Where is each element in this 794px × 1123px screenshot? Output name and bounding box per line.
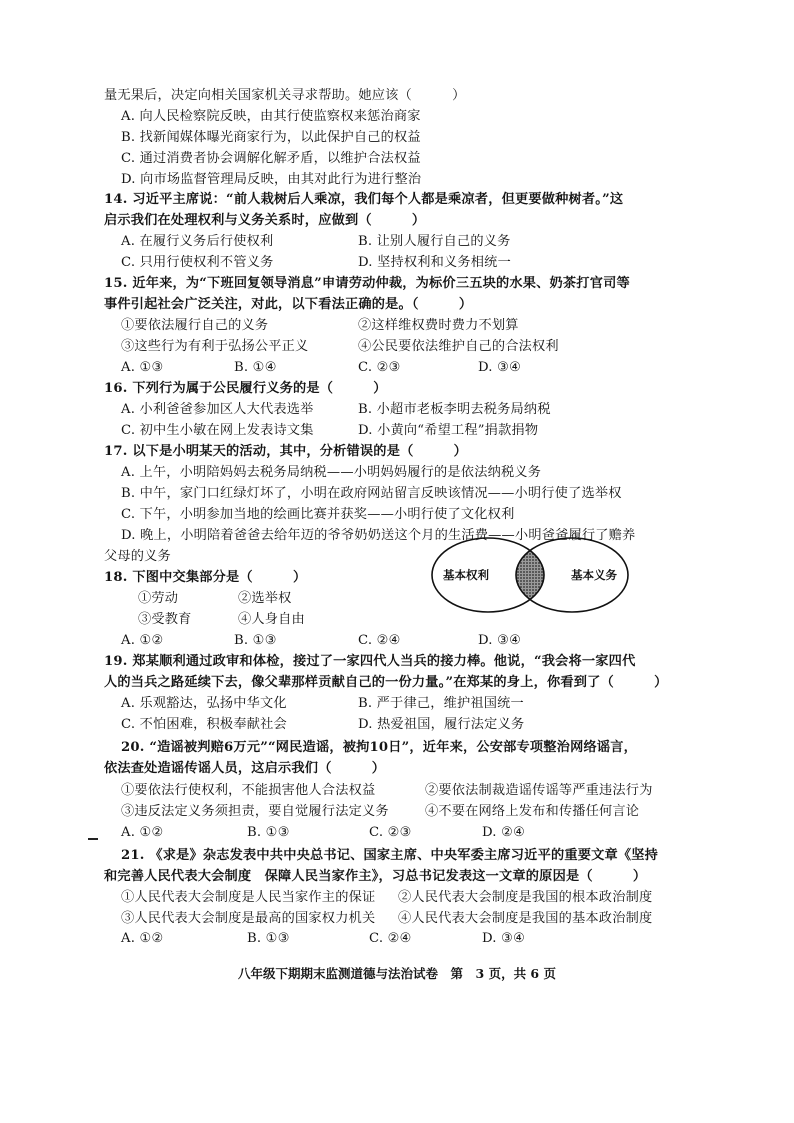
q21-option-b: B. ①③ [247, 931, 290, 946]
q13-option-a: A. 向人民检察院反映，由其行使监察权来惩治商家 [121, 109, 421, 124]
q21-statement-2: ②人民代表大会制度是我国的根本政治制度 [398, 890, 653, 905]
q18-statement-4: ④人身自由 [238, 612, 305, 627]
q17-option-a: A. 上午，小明陪妈妈去税务局纳税——小明妈妈履行的是依法纳税义务 [121, 465, 542, 480]
q20-statement-4: ④不要在网络上发布和传播任何言论 [425, 804, 640, 819]
q19-option-c: C. 不怕困难，积极奉献社会 [121, 717, 287, 732]
q20-option-a: A. ①② [121, 825, 164, 840]
q20-statement-3: ③违反法定义务须担责，要自觉履行法定义务 [121, 804, 389, 819]
q21-statement-3: ③人民代表大会制度是最高的国家权力机关 [121, 911, 376, 926]
q20-option-b: B. ①③ [247, 825, 290, 840]
q21-stem-line1: 21. 《求是》杂志发表中共中央总书记、国家主席、中央军委主席习近平的重要文章《坚持 [121, 848, 659, 863]
q17-option-d-line1: D. 晚上，小明陪着爸爸去给年迈的爷爷奶奶送这个月的生活费——小明爸爸履行了赡养 [121, 528, 636, 543]
page-footer: 八年级下期期末监测道德与法治试卷 第 3 页，共 6 页 [238, 966, 556, 981]
q17-option-d-line2: 父母的义务 [104, 549, 171, 564]
q19-stem-line1: 19. 郑某顺利通过政审和体检，接过了一家四代人当兵的接力棒。他说，“我会将一家四代 [104, 654, 636, 669]
q20-statement-1: ①要依法行使权利，不能损害他人合法权益 [121, 783, 376, 798]
q13-option-d: D. 向市场监督管理局反映，由其对此行为进行整治 [121, 172, 422, 187]
q16-option-b: B. 小超市老板李明去税务局纳税 [358, 402, 551, 417]
q19-option-a: A. 乐观豁达，弘扬中华文化 [121, 696, 287, 711]
q21-statement-1: ①人民代表大会制度是人民当家作主的保证 [121, 890, 376, 905]
q18-option-a: A. ①② [121, 633, 164, 648]
q14-option-b: B. 让别人履行自己的义务 [358, 234, 511, 249]
q14-stem-line1: 14. 习近平主席说：“前人栽树后人乘凉，我们每个人都是乘凉者，但更要做种树者。”这 [104, 192, 624, 207]
q18-statement-1: ①劳动 [138, 591, 179, 606]
q18-statement-2: ②选举权 [238, 591, 292, 606]
q16-option-c: C. 初中生小敏在网上发表诗文集 [121, 423, 314, 438]
q15-statement-4: ④公民要依法维护自己的合法权利 [358, 339, 559, 354]
q20-option-c: C. ②③ [369, 825, 412, 840]
q20-option-d: D. ②④ [482, 825, 526, 840]
q15-statement-2: ②这样维权费时费力不划算 [358, 318, 519, 333]
q13-stem: 量无果后，决定向相关国家机关寻求帮助。她应该（ ） [104, 88, 466, 103]
q13-option-b: B. 找新闻媒体曝光商家行为，以此保护自己的权益 [121, 130, 421, 145]
q18-option-d: D. ③④ [478, 633, 522, 648]
q21-option-a: A. ①② [121, 931, 164, 946]
q19-stem-line2: 人的当兵之路延续下去，像父辈那样贡献自己的一份力量。”在郑某的身上，你看到了（ ） [104, 675, 668, 690]
q17-option-b: B. 中午，家门口红绿灯坏了，小明在政府网站留言反映该情况——小明行使了选举权 [121, 486, 622, 501]
q15-stem-line2: 事件引起社会广泛关注，对此，以下看法正确的是。（ ） [104, 297, 473, 312]
q15-statement-3: ③这些行为有利于弘扬公平正义 [121, 339, 309, 354]
q20-statement-2: ②要依法制裁造谣传谣等严重违法行为 [425, 783, 653, 798]
q14-option-a: A. 在履行义务后行使权利 [121, 234, 274, 249]
q21-option-d: D. ③④ [482, 931, 526, 946]
q17-stem: 17. 以下是小明某天的活动，其中，分析错误的是（ ） [104, 444, 468, 459]
q15-stem-line1: 15. 近年来，为“下班回复领导消息”申请劳动仲裁，为标价三五块的水果、奶茶打官司等 [104, 276, 630, 291]
q14-stem-line2: 启示我们在处理权利与义务关系时，应做到（ ） [104, 213, 426, 228]
venn-right-label: 基本义务 [571, 568, 617, 582]
scan-mark [88, 838, 98, 840]
q18-option-c: C. ②④ [358, 633, 401, 648]
q20-stem-line1: 20. “造谣被判赔6万元”“网民造谣，被拘10日”，近年来，公安部专项整治网络谣言， [121, 740, 638, 755]
q13-option-c: C. 通过消费者协会调解化解矛盾，以维护合法权益 [121, 151, 421, 166]
q21-option-c: C. ②④ [369, 931, 412, 946]
q21-statement-4: ④人民代表大会制度是我国的基本政治制度 [398, 911, 653, 926]
q16-option-a: A. 小利爸爸参加区人大代表选举 [121, 402, 314, 417]
venn-left-label: 基本权利 [443, 568, 489, 582]
q19-option-d: D. 热爱祖国，履行法定义务 [358, 717, 525, 732]
q14-option-c: C. 只用行使权利不管义务 [121, 255, 274, 270]
q15-option-c: C. ②③ [358, 360, 401, 375]
q18-stem: 18. 下图中交集部分是（ ） [104, 570, 307, 585]
q21-stem-line2: 和完善人民代表大会制度 保障人民当家作主》，习总书记发表这一文章的原因是（ ） [104, 869, 647, 884]
q18-statement-3: ③受教育 [138, 612, 192, 627]
q20-stem-line2: 依法查处造谣传谣人员，这启示我们（ ） [104, 761, 386, 776]
q17-option-c: C. 下午，小明参加当地的绘画比赛并获奖——小明行使了文化权利 [121, 507, 515, 522]
q16-stem: 16. 下列行为属于公民履行义务的是（ ） [104, 381, 387, 396]
q18-option-b: B. ①③ [234, 633, 277, 648]
q14-option-d: D. 坚持权利和义务相统一 [358, 255, 511, 270]
q15-option-b: B. ①④ [234, 360, 277, 375]
q15-statement-1: ①要依法履行自己的义务 [121, 318, 269, 333]
q16-option-d: D. 小黄向“希望工程”捐款捐物 [358, 423, 539, 438]
venn-diagram [430, 535, 630, 615]
q19-option-b: B. 严于律己，维护祖国统一 [358, 696, 524, 711]
q15-option-d: D. ③④ [478, 360, 522, 375]
q15-option-a: A. ①③ [121, 360, 164, 375]
